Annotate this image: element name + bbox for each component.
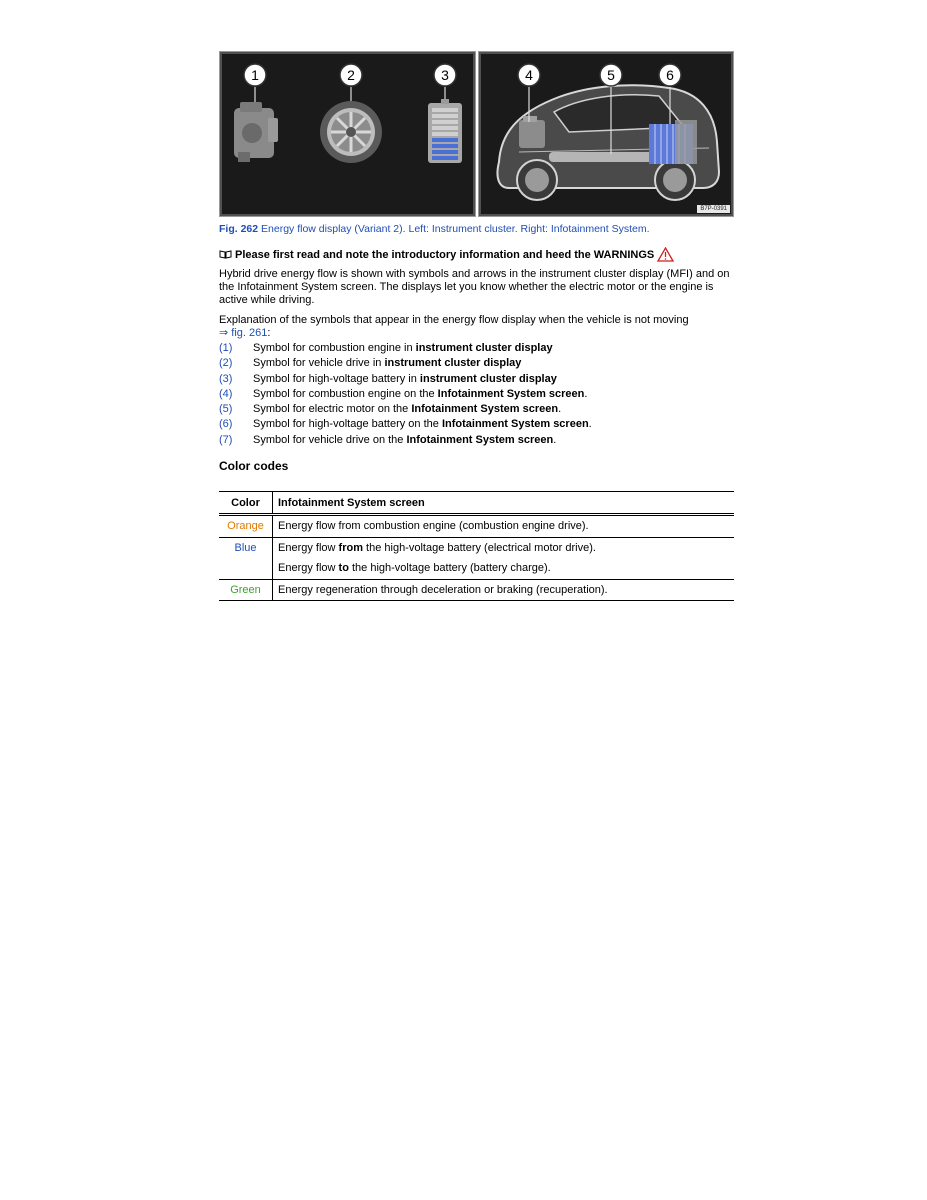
cell-bold: to (338, 562, 349, 575)
infotainment-panel (478, 51, 734, 217)
color-codes-table (219, 491, 734, 601)
note-heading-text: Please first read and note the introductory information and heed the WARNINGS (235, 248, 655, 261)
item-bold: Infotainment System screen (406, 433, 554, 446)
item-text: Symbol for electric motor on the (253, 403, 412, 416)
explanation-text: Explanation of the symbols that appear in the energy flow display when the vehicle is not moving (219, 314, 689, 326)
list-item (219, 372, 734, 387)
item-number: (6) (219, 418, 233, 431)
callout-4 (518, 64, 540, 86)
callout-3 (434, 64, 456, 86)
item-bold: Infotainment System screen (411, 403, 559, 416)
item-number: (5) (219, 403, 233, 416)
vehicle-icon (497, 85, 719, 200)
color-cell-empty (219, 558, 273, 579)
infotainment-illustration (479, 52, 733, 216)
item-bold: instrument cluster display (384, 357, 522, 370)
figure-caption (219, 223, 734, 235)
instrument-cluster-panel (219, 51, 476, 217)
figure-code: B7P-0391 (697, 205, 730, 213)
cell-text: Energy regeneration through deceleration or braking (recuperation). (278, 583, 608, 596)
warning-note-heading (219, 247, 734, 262)
cell-bold: from (338, 541, 363, 554)
wheel-icon (320, 101, 382, 163)
item-bold: instrument cluster display (419, 372, 557, 385)
item-number: (1) (219, 342, 233, 354)
instrument-cluster-illustration (220, 52, 475, 216)
rear-wheel-icon (655, 160, 695, 200)
table-header-row (219, 492, 734, 515)
item-text: Symbol for combustion engine on the (253, 387, 438, 400)
svg-text:4: 4 (525, 67, 533, 83)
list-item (219, 417, 734, 432)
fig-261-link[interactable]: ⇒ fig. 261 (219, 327, 268, 339)
item-text: Symbol for high-voltage battery in (253, 372, 420, 385)
item-end: . (588, 418, 592, 431)
table-row (219, 515, 734, 538)
warning-triangle-icon[interactable] (657, 247, 674, 262)
svg-text:6: 6 (666, 67, 674, 83)
list-item (219, 402, 734, 417)
caption-text: Energy flow display (Variant 2). Left: Instrument cluster. Right: Infotainment System. (258, 223, 650, 235)
book-icon (219, 250, 232, 259)
item-number: (2) (219, 357, 233, 370)
description-cell (273, 558, 735, 579)
list-item (219, 433, 734, 448)
cell-text: Energy flow (278, 541, 339, 554)
intro-paragraph: Hybrid drive energy flow is shown with symbols and arrows in the instrument cluster display (MFI) and on the Infotainment System screen. The displays let you know whether the electric motor or the engine is active while driving. (219, 268, 730, 306)
list-item (219, 341, 734, 356)
svg-text:1: 1 (251, 67, 259, 83)
item-end: . (553, 433, 557, 446)
manual-page (219, 51, 734, 601)
cell-text: Energy flow from combustion engine (combustion engine drive). (278, 520, 589, 533)
description-cell (273, 579, 735, 601)
engine-icon (519, 116, 545, 148)
fig-ref-suffix: : (267, 327, 271, 339)
combustion-engine-icon (234, 102, 278, 162)
callout-5 (600, 64, 622, 86)
item-end: . (558, 403, 562, 416)
item-end: . (584, 387, 588, 400)
cell-text: the high-voltage battery (battery charge). (348, 562, 551, 575)
svg-text:5: 5 (607, 67, 615, 83)
battery-pack-icon (649, 120, 697, 164)
color-cell-blue: Blue (219, 537, 273, 558)
callout-1 (244, 64, 266, 86)
caption-label: Fig. 262 (219, 223, 259, 235)
description-cell (273, 537, 735, 558)
item-number: (3) (219, 372, 233, 385)
item-text: Symbol for high-voltage battery on the (253, 418, 442, 431)
color-cell-orange: Orange (219, 515, 273, 538)
item-bold: instrument cluster display (415, 342, 553, 354)
item-text: Symbol for vehicle drive on the (253, 433, 407, 446)
callout-2 (340, 64, 362, 86)
item-bold: Infotainment System screen (441, 418, 589, 431)
color-cell-green: Green (219, 579, 273, 601)
high-voltage-battery-icon (428, 99, 462, 163)
table-row (219, 579, 734, 601)
list-item (219, 356, 734, 371)
front-wheel-icon (517, 160, 557, 200)
svg-text:3: 3 (441, 67, 449, 83)
svg-text:2: 2 (347, 67, 355, 83)
list-item (219, 387, 734, 402)
item-number: (4) (219, 387, 233, 400)
item-text: Symbol for vehicle drive in (253, 357, 385, 370)
explanation-paragraph (219, 314, 734, 340)
table-row (219, 537, 734, 558)
cell-text: Energy flow (278, 562, 339, 575)
header-color: Color (219, 492, 273, 515)
cell-text: the high-voltage battery (electrical motor drive). (362, 541, 596, 554)
symbol-list (219, 341, 734, 448)
header-infotainment: Infotainment System screen (273, 492, 735, 515)
energy-flow-figure (219, 51, 734, 217)
color-codes-heading: Color codes (219, 459, 289, 474)
item-number: (7) (219, 433, 233, 446)
description-cell (273, 515, 735, 538)
callout-6 (659, 64, 681, 86)
item-text: Symbol for combustion engine in (253, 342, 416, 354)
item-bold: Infotainment System screen (437, 387, 585, 400)
table-row (219, 558, 734, 579)
electric-motor-icon (549, 152, 659, 162)
